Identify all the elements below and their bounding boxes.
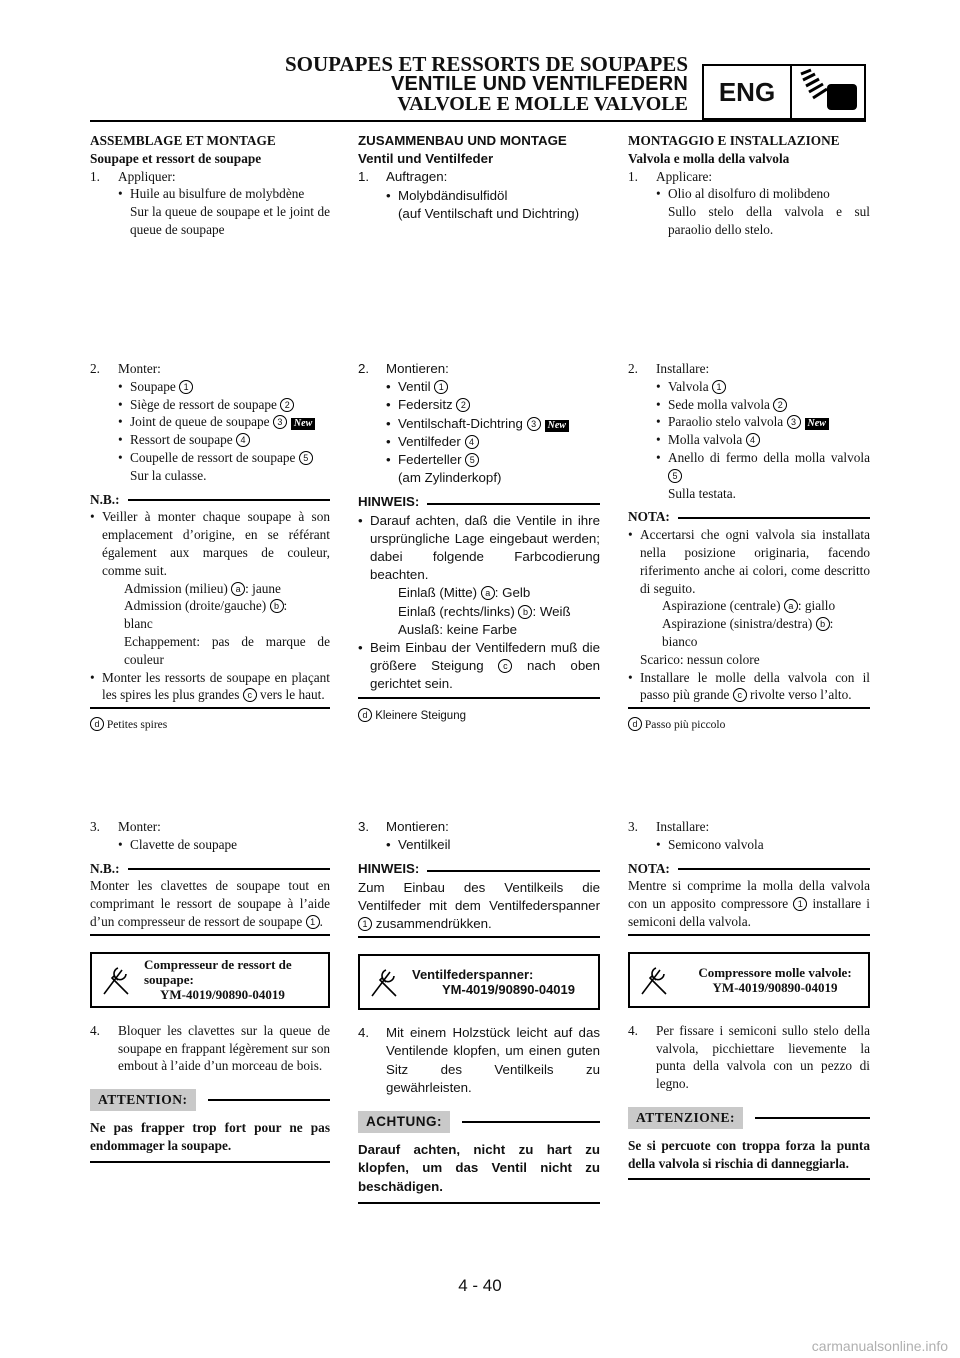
list-item: • Semicono valvola [656,836,764,852]
list-item: • Ventil 1 [386,378,600,396]
list-item: • Olio al disolfuro di molibdeno [656,186,830,202]
fr-section-2: 2. Monter: • Soupape 1 • Siège de ressort de soupape 2 • Joint de queue de soupape 3 New • Ressort de soupape 4 • Coupelle de ressort de soupape 5 Sur la culasse. N.B.: • Veiller à monter chaque soupape à son emplacement d’origine, en se référant également aux marques de couleur, comme suit. Admission (milieu) a : jaune Admission (droite/gauche) b : blanc Echappement: pas de marque de couleur • Monter les ressorts de soupape en plaçant les spires les plus grandes c vers le haut. d Petites spires [90,360,330,735]
it-section-3: 3. Installare: • Semicono valvola NOTA: Mentre si comprime la molla della valvola con un apposito compressore 1 installare i semiconi della valvola. Compressore molle valvole: YM-4019/90890-04019 4. Per fissare i semiconi sullo stelo della valvola, picchiettare lievemente la punta della valvola con un pezzo di legno. ATTENZIONE: Se si percuote con troppa forza la punta della valvola si rischia di danneggiarla. [628,818,870,1180]
eng-label: ENG [704,66,792,118]
engine-spring-icon [792,66,864,118]
new-part-badge: New [291,418,315,430]
list-item: • Federsitz 2 [386,396,600,414]
list-item: • Ventilfeder 4 [386,433,600,451]
list-item: • Federteller 5 [386,451,600,469]
it-section-1: MONTAGGIO E INSTALLAZIONE Valvola e molla della valvola 1. Applicare: • Olio al disolfuro di molibdeno Sullo stelo della valvola e sul paraolio dello stelo. [628,133,870,237]
de-section-1: ZUSAMMENBAU UND MONTAGE Ventil und Ventilfeder 1. Auftragen: • Molybdändisulfidöl (auf Ventilschaft und Dichtring) [358,132,600,223]
fr-section-title: ASSEMBLAGE ET MONTAGE [90,133,276,148]
list-item: • Molla valvola 4 [656,431,870,449]
list-item: • Valvola 1 [656,378,870,396]
fr-section-3: 3. Monter: • Clavette de soupape N.B.: Monter les clavettes de soupape tout en comprimant le ressort de soupape à l’aide d’un compresseur de ressort de soupape 1 . Compresseur de ressort de soupape: YM-4019/90890-04019 4. Bloquer les clavettes sur la queue de soupape en frappant légèrement sur son embout à l’aide d’un morceau de bois. ATTENTION: Ne pas frapper trop fort pour ne pas endommager la soupape. [90,818,330,1163]
list-item: • Anello di fermo della molla valvola 5 [656,449,870,481]
list-item: • Ventilkeil [386,837,451,853]
fr-attention: ATTENTION: [90,1089,330,1111]
list-item: • Sede molla valvola 2 [656,396,870,414]
header-title-it: VALVOLE E MOLLE VALVOLE [397,93,688,115]
list-item: • Molybdändisulfidöl [386,187,508,203]
page-number: 4 - 40 [458,1276,502,1295]
list-item: • Paraolio stelo valvola 3 New [656,413,870,431]
fr-caption: d Petites spires [90,717,330,735]
fr-note-item: • Monter les ressorts de soupape en plaçant les spires les plus grandes c vers le haut. [90,669,330,703]
fr-subsection-title: Soupape et ressort de soupape [90,150,262,166]
wrench-screwdriver-icon [630,954,682,1006]
list-item: • Coupelle de ressort de soupape 5 [118,449,330,467]
list-item: • Ressort de soupape 4 [118,431,330,449]
fr-tool-box [90,952,330,1008]
fr-step-1-detail: Sur la queue de soupape et le joint de queue de soupape [130,204,330,237]
list-item: • Clavette de soupape [118,836,238,852]
de-tool-box: Ventilfederspanner: YM-4019/90890-04019 [358,954,600,1010]
section-badge [702,64,866,120]
fr-note-header: N.B.: [90,491,330,509]
header-title-de: VENTILE UND VENTILFEDERN [390,73,688,95]
fr-step-1: 1. Appliquer: [90,168,176,184]
list-item: • Ventilschaft-Dichtring 3 New [386,415,600,433]
de-section-3: 3. Montieren: • Ventilkeil HINWEIS: Zum Einbau des Ventilkeils die Ventilfeder mit dem Ventilfederspanner 1 zusammendrükken. Ventilfederspanner: YM-4019/90890-04019 4. Mit einem Holzstück leicht auf das Ventilende klopfen, um einen guten Sitz des Ventilkeils zu gewährleisten. ACHTUNG: Darauf achten, nicht zu hart zu klopfen, um das Ventil nicht zu beschädigen. [358,818,600,1204]
wrench-screwdriver-icon [92,954,144,1006]
fr-section-1 [90,132,330,239]
footer-watermark: carmanualsonline.info [811,1338,948,1354]
fr-note-item: • Veiller à monter chaque soupape à son emplacement d’origine, en se référant également aux marques de couleur, comme suit. [90,509,330,578]
header-title-fr: SOUPAPES ET RESSORTS DE SOUPAPES [284,52,688,76]
list-item: • Joint de queue de soupape 3 New [118,413,330,431]
header-rule [90,120,866,122]
fr-tool-name: Compresseur de ressort de soupape: YM-4019/90890-04019 [144,957,292,1003]
wrench-screwdriver-icon [360,956,412,1008]
de-section-2: 2. Montieren: • Ventil 1 • Federsitz 2 • Ventilschaft-Dichtring 3 New • Ventilfeder 4 • Federteller 5 (am Zylinderkopf) HINWEIS: • Darauf achten, daß die Ventile in ihre ursprüngliche Lage eingebaut werden; dabei folgende Farbcodierung beachten. Einlaß (Mitte) a : Gelb Einlaß (rechts/links) b : Weiß Auslaß: keine Farbe • Beim Einbau der Ventilfedern muß die größere Steigung c nach oben gerichtet sein. d Kleinere Steigung [358,361,601,722]
list-item: • Siège de ressort de soupape 2 [118,396,330,414]
list-item: • Huile au bisulfure de molybdène [118,186,305,202]
it-tool-box: Compressore molle valvole: YM-4019/90890-04019 [628,952,870,1008]
it-section-2: 2. Installare: • Valvola 1 • Sede molla valvola 2 • Paraolio stelo valvola 3 New • Molla valvola 4 • Anello di fermo della molla valvola 5 Sulla testata. NOTA: • Accertarsi che ogni valvola sia installata nella posizione originaria, facendo riferimento anche ai colori, come descritto di seguito. Aspirazione (centrale) a : giallo Aspirazione (sinistra/destra) b : bianco Scarico: nessun colore • Installare le molle della valvola con il passo più grande c rivolte verso l’alto. d Passo più piccolo [628,361,870,732]
list-item: • Soupape 1 [118,378,330,396]
